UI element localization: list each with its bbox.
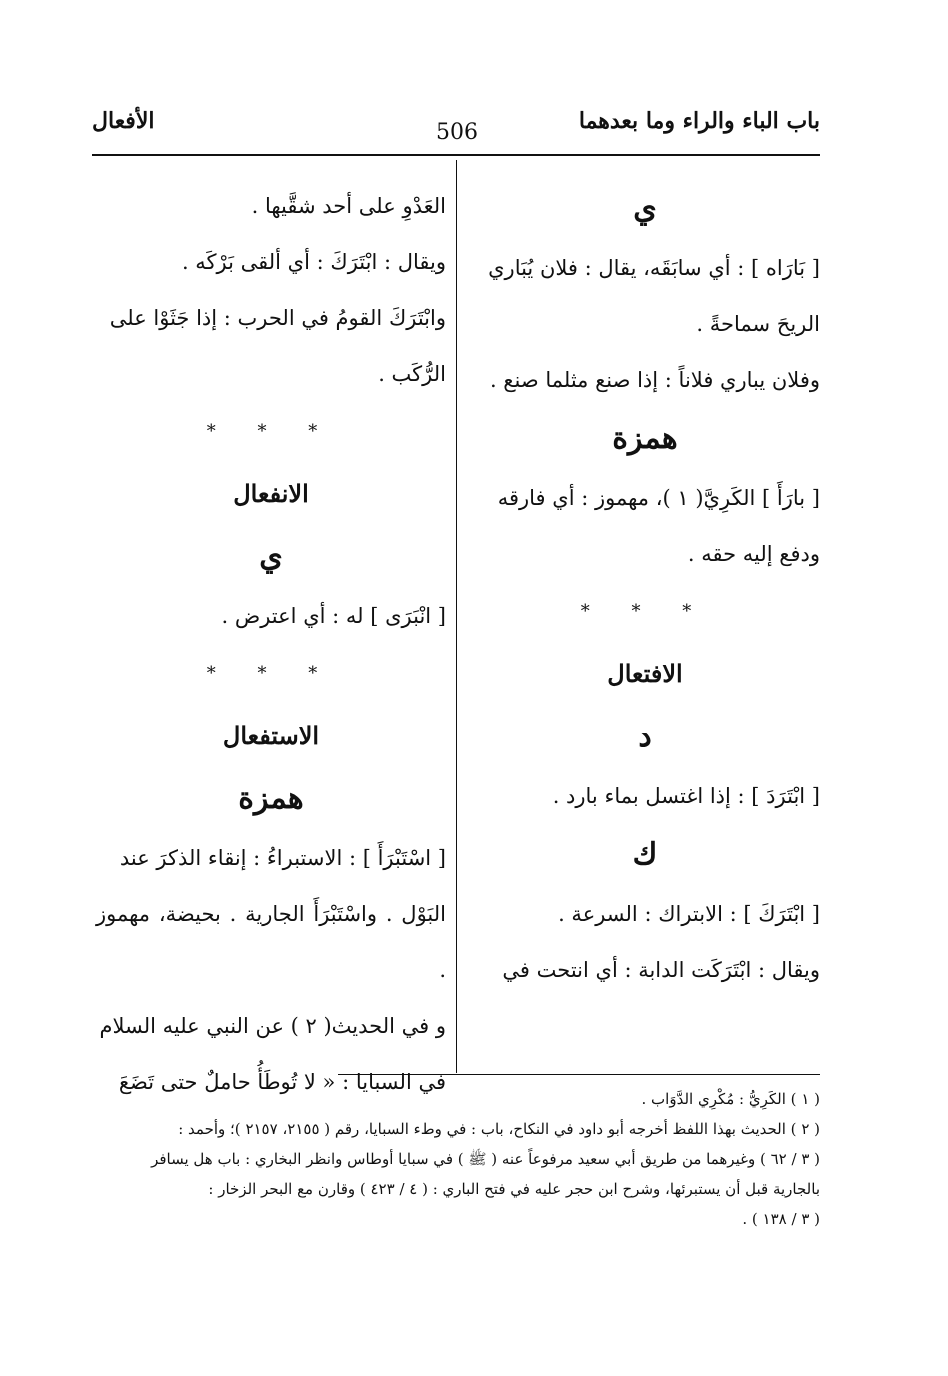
- header-rule: [92, 154, 820, 156]
- running-header-chapter: باب الباء والراء وما بعدهما: [578, 108, 820, 134]
- entry-text: ودفع إليه حقه .: [687, 542, 820, 566]
- entry-text: ويقال : ابْتَرَكَت الدابة : أي انتحت في: [502, 958, 820, 982]
- section-separator: * * *: [206, 421, 336, 442]
- entry-text: [ بَارَاه ] : أي سابَقَه، يقال : فلان يُبَاري: [488, 256, 820, 280]
- letter-heading-hamza: همزة: [612, 421, 678, 456]
- entry-text: [ ابْتَرَكَ ] : الابتراك : السرعة .: [558, 902, 820, 926]
- running-header-section: الأفعال: [92, 108, 155, 134]
- entry-text: الريحَ سماحةً .: [696, 312, 820, 336]
- entry-text: [ انْبَرَى ] له : أي اعترض .: [221, 604, 446, 628]
- letter-heading-dal: د: [638, 719, 652, 754]
- footnote-2: ( ٢ ) الحديث بهذا اللفظ أخرجه أبو داود في النكاح، باب : في وطء السبايا، رقم ( ٢١٥٥، ٢١٥٧ )؛ وأحمد :: [178, 1120, 820, 1138]
- section-separator: * * *: [580, 601, 710, 622]
- footnote-2: ( ٣ / ١٣٨ ) .: [742, 1210, 820, 1228]
- entry-text: ويقال : ابْتَرَكَ : أي ألقى بَرْكَه .: [181, 250, 446, 274]
- footnote-2: ( ٣ / ٦٢ ) وغيرهما من طريق أبي سعيد مرفوعاً عنه ( ﷺ ) في سبايا أوطاس وانظر البخاري : باب هل يسافر: [151, 1150, 820, 1168]
- section-heading-iftial: الافتعال: [607, 659, 683, 688]
- section-heading-istifal: الاستفعال: [222, 721, 320, 750]
- footnote-1: ( ١ ) الكَرِيُّ : مُكْرِي الدَّوَاب .: [641, 1090, 820, 1108]
- page-number: 506: [436, 120, 478, 145]
- entry-text: و في الحديث( ٢ ) عن النبي عليه السلام: [99, 1014, 446, 1038]
- left-column: [96, 178, 446, 1110]
- entry-text: الرُّكَب .: [378, 362, 446, 386]
- section-separator: * * *: [206, 663, 336, 684]
- letter-heading-ya: ي: [259, 539, 283, 574]
- right-column: [470, 178, 820, 998]
- entry-text: البَوْل . واسْتَبْرَأَ الجارية . بحيضة، مهموز .: [96, 902, 446, 982]
- column-divider: [456, 160, 457, 1073]
- entry-text: [ اسْتَبْرَأَ ] : الاستبراءُ : إنقاء الذكرَ عند: [119, 846, 446, 870]
- footnotes: [92, 1084, 820, 1234]
- letter-heading-hamza: همزة: [238, 781, 304, 816]
- entry-text: [ بارَأَ ] الكَرِيَّ( ١ )، مهموز : أي فارقه: [497, 486, 820, 510]
- entry-text: في السبايا : « لا تُوطَأُ حاملٌ حتى تَضَعَ: [118, 1070, 446, 1094]
- footnote-rule: [338, 1074, 820, 1075]
- footnote-2: بالجارية قبل أن يستبرئها، وشرح ابن حجر عليه في فتح الباري : ( ٤ / ٤٢٣ ) وقارن مع البحر الزخار :: [208, 1180, 820, 1198]
- entry-text: [ ابْتَرَدَ ] : إذا اغتسل بماء بارد .: [552, 784, 820, 808]
- letter-heading-ya: ي: [633, 191, 657, 226]
- entry-text: وابْتَرَكَ القومُ في الحرب : إذا جَثَوْا على: [109, 306, 446, 330]
- entry-text: وفلان يباري فلاناً : إذا صنع مثلما صنع .: [489, 368, 820, 392]
- entry-text: العَدْوِ على أحد شقَّيها .: [251, 194, 446, 218]
- section-heading-infial: الانفعال: [233, 479, 309, 508]
- letter-heading-kaf: ك: [632, 837, 658, 872]
